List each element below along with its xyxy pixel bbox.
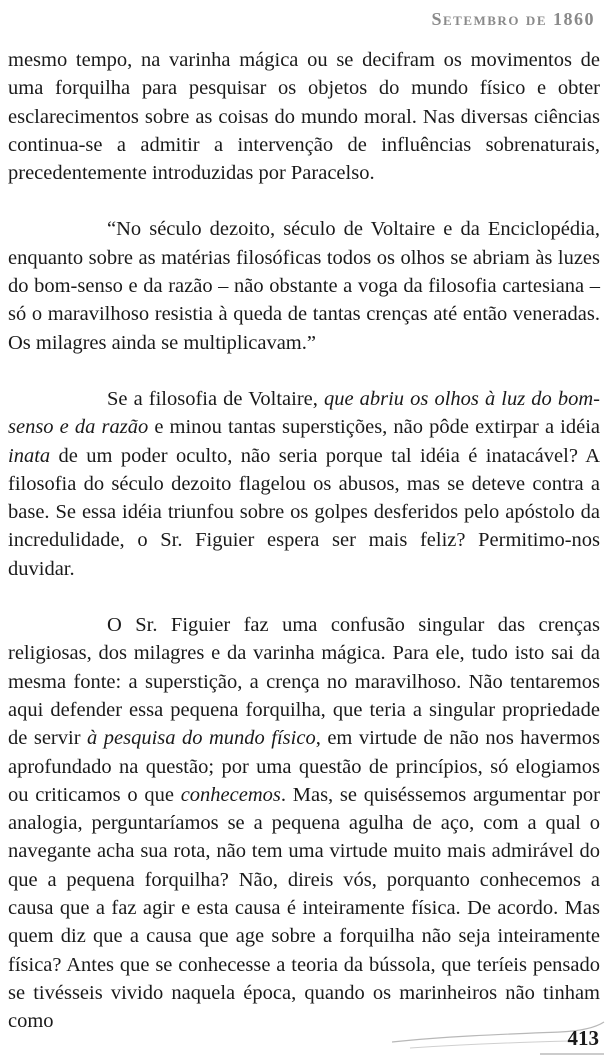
text-run: . Mas, se quiséssemos argumentar por analogia, perguntaríamos se a pequena agulha de aço, com a qual o navegante acha sua rota, não tem uma virtude muito mais admirável do que a pequena forquilha? Não, direis vós, porquanto conhecemos a causa que a faz agir e esta causa é inteiramente física. De acordo. Mas quem diz que a causa que age sobre a forquilha não seja inteiramente física? Antes que se conhecesse a teoria da bússola, que teríeis pensado se tivésseis vivido naquela época, quando os marinheiros não tinham como [8,783,600,1033]
italic-phrase: que abriu os olhos à luz do bom-senso e da razão [8,387,600,439]
text-run: Se a filosofia de Voltaire, [107,387,324,410]
text-run: mesmo tempo, na varinha mágica ou se decifram os movimentos de uma forquilha para pesquisar os objetos do mundo físico e obter esclarecimentos sobre as coisas do mundo moral. Nas diversas ciências continua-se a admitir a intervenção de influências sobrenaturais, precedentemente introduzidas por Paracelso. [8,49,600,185]
paragraph-gap [8,583,600,611]
paragraph-gap [8,187,600,215]
text-run: , em virtude de não nos havermos aprofundado na questão; por uma questão de princípios, só elogiamos ou criticamos o que [8,727,601,806]
italic-phrase: conhecemos [180,783,281,806]
text-run: “No século dezoito, século de Voltaire e da Enciclopédia, enquanto sobre as matérias filosóficas todos os olhos se abriam às luzes do bom-senso e da razão – não obstante a voga da filosofia cartesiana – só o maravilhoso resistia à queda de tantas crenças até então veneradas. Os milagres ainda se multiplicavam.” [8,218,600,354]
paragraph-3 [8,385,600,583]
paragraph-2-quotation [8,215,600,356]
text-run: O Sr. Figuier faz uma confusão singular das crenças religiosas, dos milagres e da varinha mágica. Para ele, tudo isto sai da mesma fonte: a superstição, a crença no maravilhoso. Não tentaremos aqui defender essa pequena forquilha, que teria a singular propriedade de servir [8,614,600,750]
page-number: 413 [567,1026,599,1050]
text-run: e minou tantas superstições, não pôde extirpar a idéia [148,416,600,439]
paragraph-4 [8,611,600,1035]
italic-phrase: inata [8,444,51,467]
italic-phrase: à pesquisa do mundo físico [87,727,316,750]
paragraph-1 [8,46,600,187]
running-header: Setembro de 1860 [431,9,595,29]
text-run: de um poder oculto, não seria porque tal idéia é inatacável? A filosofia do século dezoito flagelou os abusos, mas se deteve contra a base. Se essa idéia triunfou sobre os golpes desferidos pelo apóstolo da incredulidade, o Sr. Figuier espera ser mais feliz? Permitimo-nos duvidar. [8,444,600,580]
paragraph-gap [8,357,600,385]
page-body [8,46,600,1036]
